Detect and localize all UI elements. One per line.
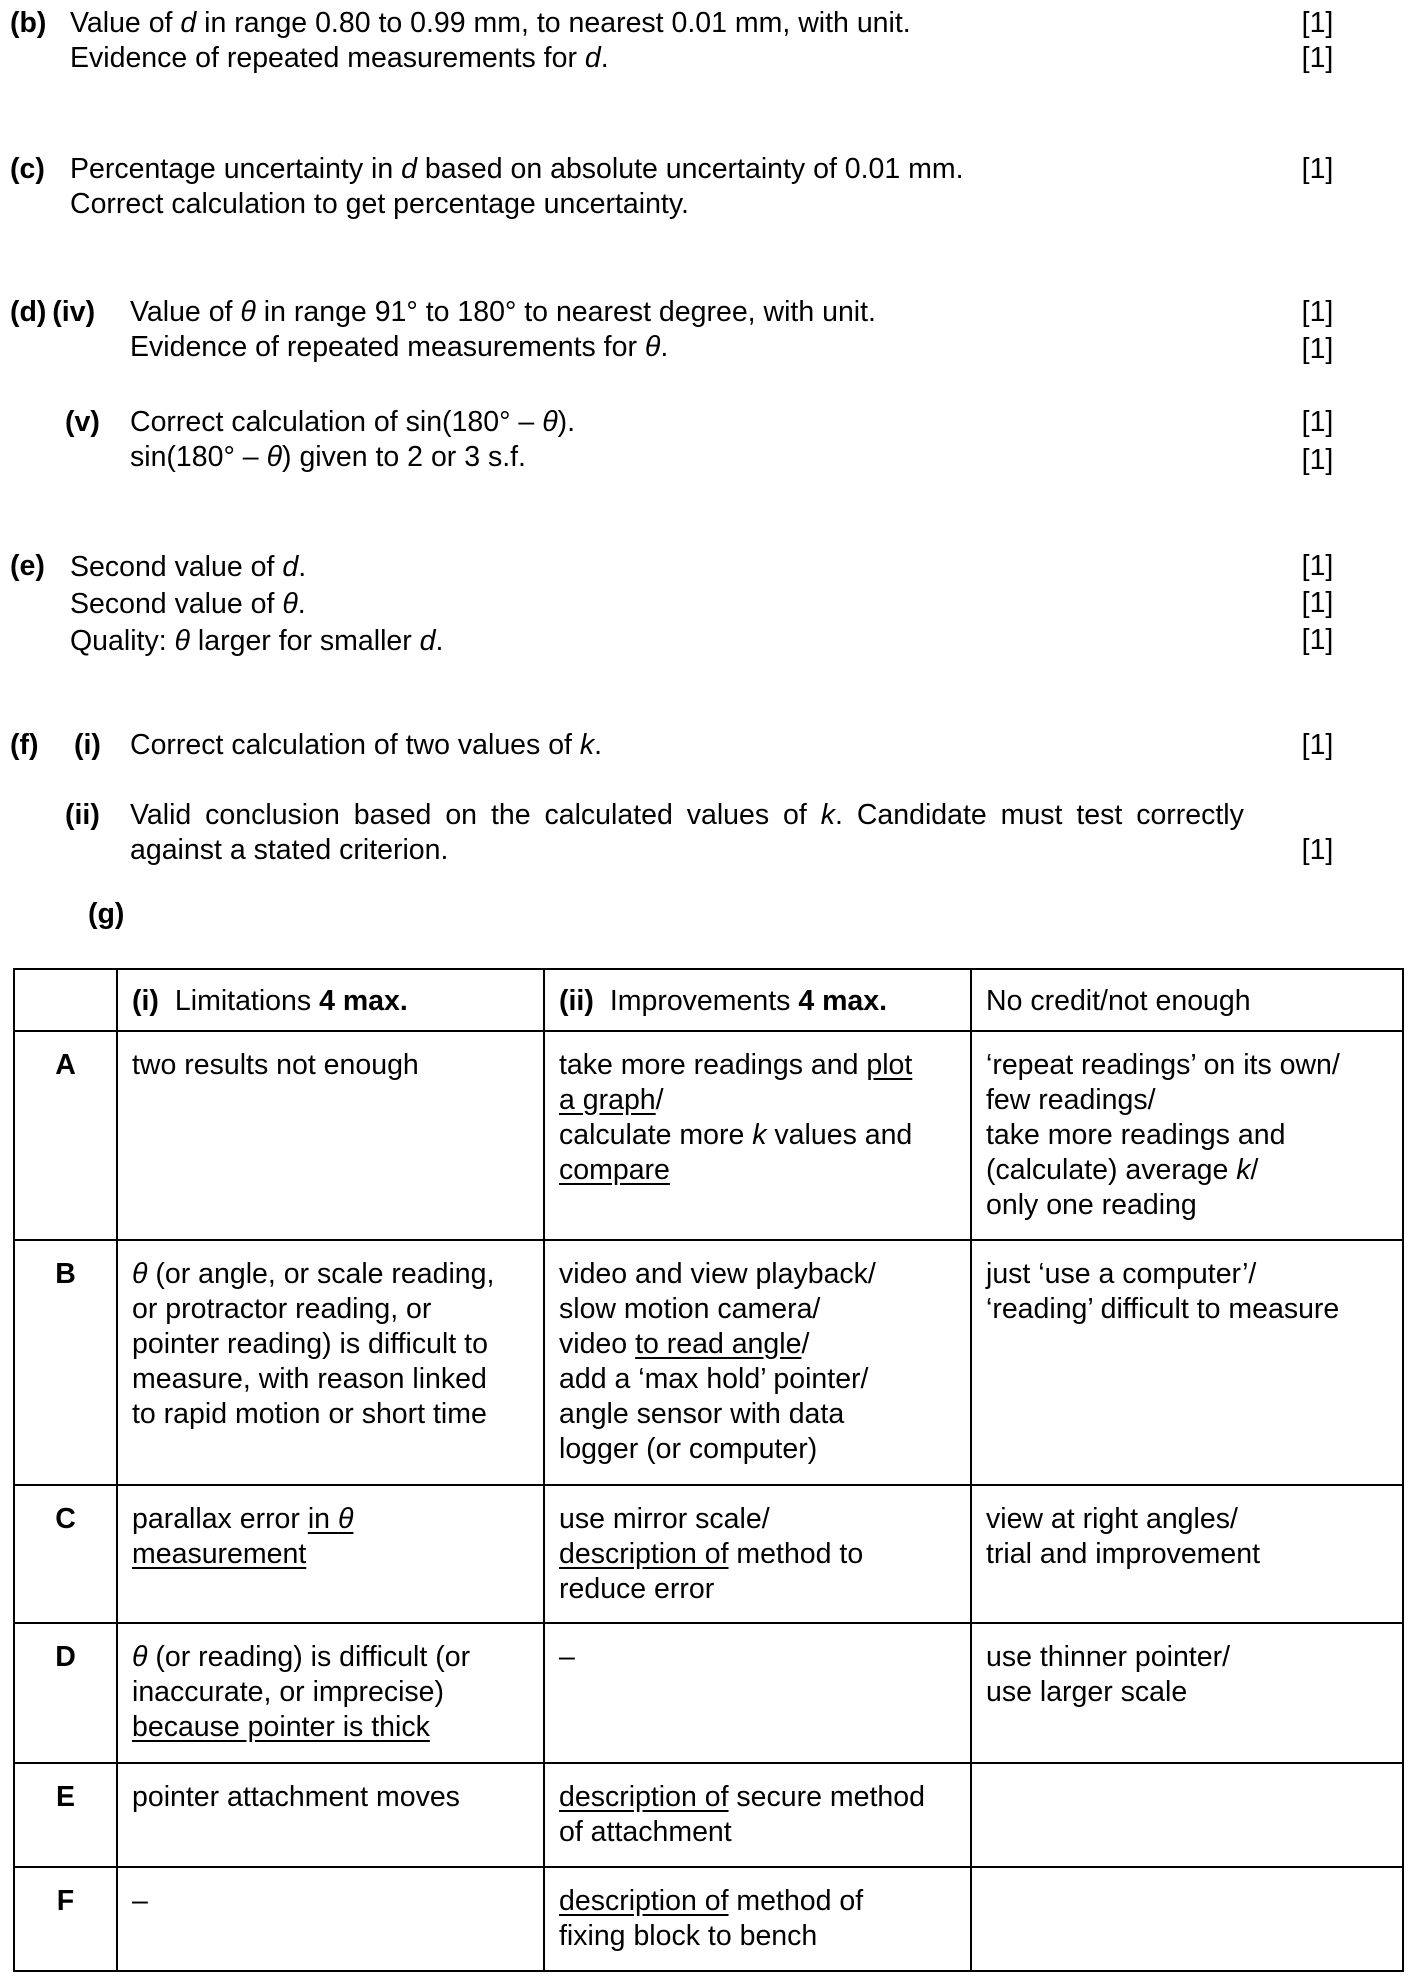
section-c-line-2: Correct calculation to get percentage uncertainty.: [70, 188, 689, 220]
question-label-b: (b): [10, 7, 47, 39]
question-label-f-i: (i): [74, 729, 101, 761]
row-f-limitation: –: [117, 1867, 544, 1971]
row-key-b: B: [14, 1240, 117, 1485]
question-label-e: (e): [10, 550, 45, 582]
table-row: [14, 1485, 1403, 1623]
mark-d-v-2: [1]: [1301, 444, 1334, 476]
table-row: [14, 1867, 1403, 1971]
row-key-c: C: [14, 1485, 117, 1623]
section-f-ii-line-1: Valid conclusion based on the calculated values of k. Candidate must test correctly: [130, 799, 1244, 831]
question-label-d-v: (v): [65, 406, 100, 438]
row-e-no-credit: [971, 1763, 1403, 1867]
row-a-improvement: take more readings and plot a graph/ calculate more k values and compare: [544, 1031, 971, 1240]
header-limitations: (i) Limitations 4 max.: [117, 969, 544, 1031]
row-d-no-credit: use thinner pointer/ use larger scale: [971, 1623, 1403, 1763]
table-row: [14, 1031, 1403, 1240]
section-d-v-line-2: sin(180° – θ) given to 2 or 3 s.f.: [130, 441, 526, 473]
header-key-cell: [14, 969, 117, 1031]
row-e-improvement: description of secure method of attachment: [544, 1763, 971, 1867]
mark-scheme-table: [13, 968, 1404, 1972]
mark-b-2: [1]: [1301, 42, 1334, 74]
section-c-line-1: Percentage uncertainty in d based on absolute uncertainty of 0.01 mm.: [70, 153, 964, 185]
section-d-v-text: [130, 405, 575, 475]
row-a-limitation: two results not enough: [117, 1031, 544, 1240]
row-a-no-credit: ‘repeat readings’ on its own/ few readings/ take more readings and (calculate) average k/ only one reading: [971, 1031, 1403, 1240]
section-b-line-1: Value of d in range 0.80 to 0.99 mm, to nearest 0.01 mm, with unit.: [70, 7, 911, 39]
table-row: [14, 1240, 1403, 1485]
mark-e-1: [1]: [1301, 550, 1334, 582]
row-key-d: D: [14, 1623, 117, 1763]
row-b-limitation: θ (or angle, or scale reading, or protractor reading, or pointer reading) is difficult to measure, with reason linked to rapid motion or short time: [117, 1240, 544, 1485]
question-label-f: (f): [10, 729, 39, 761]
row-b-no-credit: just ‘use a computer’/ ‘reading’ difficult to measure: [971, 1240, 1403, 1485]
section-b-line-2: Evidence of repeated measurements for d.: [70, 42, 609, 74]
question-label-g: (g): [88, 898, 125, 930]
section-b-text: [70, 6, 911, 76]
mark-d-iv-2: [1]: [1301, 333, 1334, 365]
section-e-line-3: Quality: θ larger for smaller d.: [70, 625, 444, 657]
mark-f-ii-1: [1]: [1301, 834, 1334, 866]
section-d-iv-line-1: Value of θ in range 91° to 180° to nearest degree, with unit.: [130, 296, 876, 328]
row-d-improvement: –: [544, 1623, 971, 1763]
section-f-i-text: [130, 728, 602, 763]
mark-b-1: [1]: [1301, 7, 1334, 39]
table-header-row: [14, 969, 1403, 1031]
table-row: [14, 1623, 1403, 1763]
section-d-v-line-1: Correct calculation of sin(180° – θ).: [130, 406, 576, 438]
header-no-credit: No credit/not enough: [971, 969, 1403, 1031]
section-e-line-1: Second value of d.: [70, 551, 307, 583]
question-label-d-iv: (d) (iv): [10, 296, 96, 328]
row-key-a: A: [14, 1031, 117, 1240]
row-c-no-credit: view at right angles/ trial and improvement: [971, 1485, 1403, 1623]
section-f-i-line-1: Correct calculation of two values of k.: [130, 729, 603, 761]
mark-d-iv-1: [1]: [1301, 296, 1334, 328]
row-e-limitation: pointer attachment moves: [117, 1763, 544, 1867]
mark-f-i-1: [1]: [1301, 729, 1334, 761]
row-b-improvement: video and view playback/ slow motion camera/ video to read angle/ add a ‘max hold’ pointer/ angle sensor with data logger (or computer): [544, 1240, 971, 1485]
row-f-improvement: description of method of fixing block to bench: [544, 1867, 971, 1971]
section-f-ii-line-2: against a stated criterion.: [130, 834, 449, 866]
row-c-limitation: parallax error in θ measurement: [117, 1485, 544, 1623]
row-c-improvement: use mirror scale/ description of method to reduce error: [544, 1485, 971, 1623]
section-c-text: [70, 152, 964, 222]
row-key-e: E: [14, 1763, 117, 1867]
header-improvements: (ii) Improvements 4 max.: [544, 969, 971, 1031]
section-e-line-2: Second value of θ.: [70, 588, 306, 620]
question-label-f-ii: (ii): [65, 799, 100, 831]
section-f-ii-text: [130, 798, 1335, 868]
section-e-text: [70, 549, 443, 660]
table-row: [14, 1763, 1403, 1867]
row-key-f: F: [14, 1867, 117, 1971]
row-f-no-credit: [971, 1867, 1403, 1971]
mark-e-3: [1]: [1301, 624, 1334, 656]
section-d-iv-line-2: Evidence of repeated measurements for θ.: [130, 331, 669, 363]
mark-d-v-1: [1]: [1301, 406, 1334, 438]
section-d-iv-text: [130, 295, 876, 365]
row-d-limitation: θ (or reading) is difficult (or inaccurate, or imprecise) because pointer is thick: [117, 1623, 544, 1763]
question-label-c: (c): [10, 153, 45, 185]
mark-e-2: [1]: [1301, 587, 1334, 619]
mark-c-1: [1]: [1301, 153, 1334, 185]
